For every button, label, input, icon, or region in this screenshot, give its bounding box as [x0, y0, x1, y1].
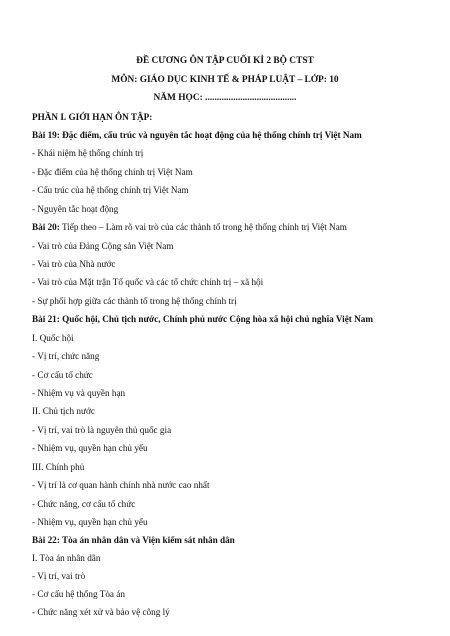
lesson-20-title-text: Tiếp theo – Làm rõ vai trò của các thành tố trong hệ thống chính trị Việt Nam: [59, 222, 347, 232]
lesson-19-title: Bài 19: Đặc điểm, cấu trúc và nguyên tắc hoạt động của hệ thống chính trị Việt Nam: [32, 130, 362, 140]
lesson-20-title: [32, 222, 347, 232]
lesson-20-item: - Sự phối hợp giữa các thành tố trong hệ thống chính trị: [32, 296, 237, 306]
lesson-22-item: - Vị trí, vai trò: [32, 571, 86, 581]
lesson-22-item: - Chức năng xét xử và bảo vệ công lý: [32, 607, 170, 617]
part-heading: PHẦN I. GIỚI HẠN ÔN TẬP:: [32, 112, 153, 122]
lesson-21-item: - Cơ cấu tổ chức: [32, 370, 93, 380]
lesson-19-item: - Khái niệm hệ thống chính trị: [32, 148, 144, 158]
lesson-22-title: Bài 22: Tòa án nhân dân và Viện kiểm sát nhân dân: [32, 535, 235, 545]
lesson-22-item: I. Tòa án nhân dân: [32, 553, 101, 563]
lesson-21-item: - Nhiệm vụ, quyền hạn chủ yếu: [32, 443, 148, 453]
lesson-21-item: - Nhiệm vụ, quyền hạn chủ yếu: [32, 517, 148, 527]
lesson-21-item: I. Quốc hội: [32, 333, 74, 343]
lesson-21-item: - Nhiệm vụ và quyền hạn: [32, 388, 126, 398]
lesson-20-item: - Vai trò của Mặt trận Tổ quốc và các tổ chức chính trị – xã hội: [32, 277, 264, 287]
lesson-20-label: Bài 20:: [32, 222, 60, 232]
lesson-20-item: - Vai trò của Nhà nước: [32, 259, 116, 269]
lesson-19-item: - Cấu trúc của hệ thống chính trị Việt Nam: [32, 185, 189, 195]
lesson-19-item: - Nguyên tắc hoạt động: [32, 204, 119, 214]
document-title: ĐỀ CƯƠNG ÔN TẬP CUỐI KÌ 2 BỘ CTST: [136, 56, 314, 66]
lesson-19-item: - Đặc điểm của hệ thống chính trị Việt Nam: [32, 167, 193, 177]
lesson-20-item: - Vai trò của Đảng Cộng sản Việt Nam: [32, 241, 174, 251]
lesson-21-item: III. Chính phủ: [32, 462, 85, 472]
lesson-21-title: Bài 21: Quốc hội, Chủ tịch nước, Chính phủ nước Cộng hòa xã hội chủ nghĩa Việt Nam: [32, 314, 374, 324]
lesson-22-item: - Cơ cấu hệ thống Tòa án: [32, 589, 125, 599]
lesson-21-item: - Vị trí, vai trò là nguyên thủ quốc gia: [32, 425, 172, 435]
lesson-21-item: - Vị trí là cơ quan hành chính nhà nước cao nhất: [32, 480, 210, 490]
lesson-21-item: - Chức năng, cơ cấu tổ chức: [32, 499, 136, 509]
lesson-21-item: II. Chủ tịch nước: [32, 406, 95, 416]
lesson-21-item: - Vị trí, chức năng: [32, 351, 100, 361]
subject-line: MÔN: GIÁO DỤC KINH TẾ & PHÁP LUẬT – LỚP: 10: [111, 75, 339, 85]
school-year-line: NĂM HỌC: .......................................: [153, 93, 297, 103]
